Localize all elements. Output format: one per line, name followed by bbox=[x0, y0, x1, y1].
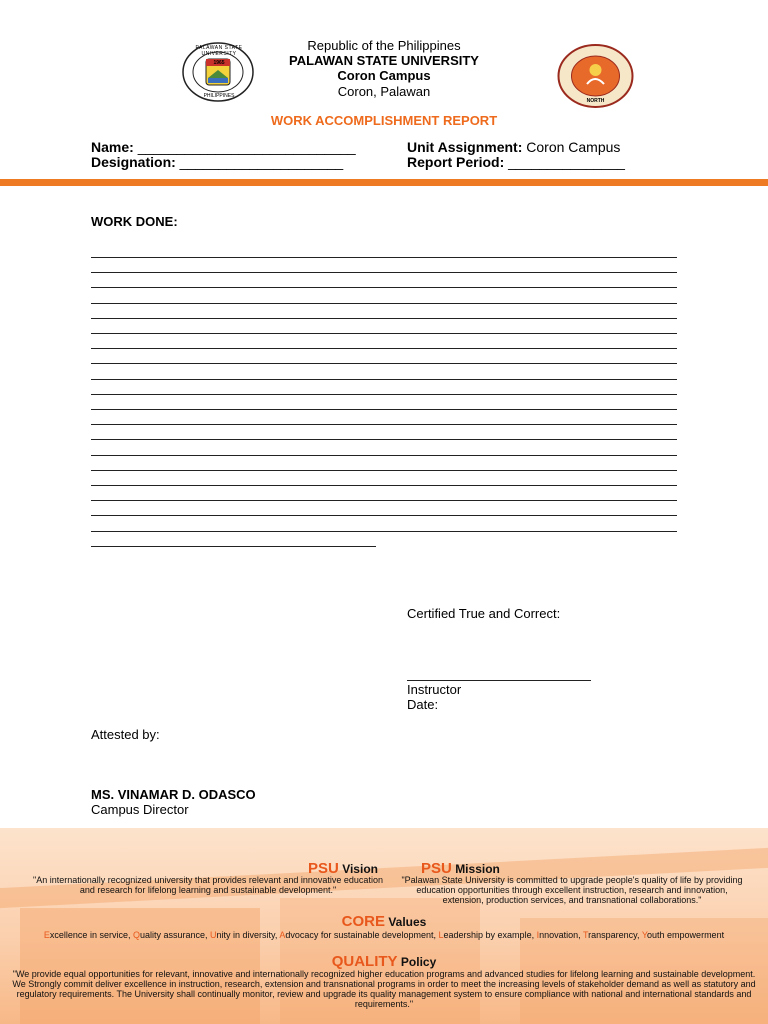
mission-text: "Palawan State University is committed to upgrade people's quality of life by providing education opportunities through excellent instruction, research and innovation, extension, production services, and transnational collaborations." bbox=[401, 875, 743, 905]
designation-blank[interactable]: _____________________ bbox=[179, 154, 344, 170]
core-value-text: eadership by example, bbox=[443, 930, 537, 940]
work-done-line[interactable] bbox=[91, 515, 677, 516]
work-done-line[interactable] bbox=[91, 455, 677, 456]
vision-text: "An internationally recognized university that provides relevant and innovative education and research for lifelong learning and sustainable development." bbox=[33, 875, 383, 895]
work-done-line[interactable] bbox=[91, 363, 677, 364]
core-value-initial: E bbox=[43, 930, 50, 940]
attested-text: Attested by: bbox=[91, 727, 160, 742]
work-done-line[interactable] bbox=[91, 272, 677, 273]
work-done-line[interactable] bbox=[91, 287, 677, 288]
core-value-text: xcellence in service, bbox=[49, 930, 133, 940]
core-value-initial: Y bbox=[641, 930, 648, 940]
quality-policy-label: Policy bbox=[400, 955, 437, 969]
work-done-line[interactable] bbox=[91, 379, 677, 380]
seal-text-bottom: PHILIPPINES bbox=[203, 93, 235, 99]
name-blank[interactable]: ____________________________ bbox=[137, 139, 356, 155]
campus-location: Coron, Palawan bbox=[337, 84, 431, 99]
quality-word: QUALITY bbox=[331, 953, 398, 970]
work-done-label: WORK DONE: bbox=[91, 214, 178, 229]
report-period-field bbox=[407, 154, 625, 170]
work-done-line[interactable] bbox=[91, 500, 677, 501]
quality-policy-heading bbox=[0, 953, 768, 970]
work-done-line[interactable] bbox=[91, 531, 677, 532]
report-period-label: Report Period: bbox=[407, 154, 505, 170]
report-period-blank[interactable]: _______________ bbox=[508, 154, 625, 170]
mission-psu: PSU bbox=[421, 860, 452, 877]
core-value-text: uality assurance, bbox=[139, 930, 211, 940]
seal-year: 1965 bbox=[213, 60, 225, 66]
vision-psu: PSU bbox=[308, 860, 339, 877]
work-done-line[interactable] bbox=[91, 318, 677, 319]
designation-field bbox=[91, 154, 343, 170]
core-word: CORE bbox=[341, 913, 385, 930]
core-value-initial: U bbox=[210, 930, 217, 940]
university-name: PALAWAN STATE UNIVERSITY bbox=[289, 53, 479, 68]
country-line: Republic of the Philippines bbox=[307, 38, 461, 53]
designation-label: Designation: bbox=[91, 154, 176, 170]
ccrd-logo-bottom: NORTH bbox=[586, 98, 605, 104]
work-done-line[interactable] bbox=[91, 439, 677, 440]
certified-text: Certified True and Correct: bbox=[407, 606, 561, 621]
core-value-text: nnovation, bbox=[539, 930, 583, 940]
work-done-line[interactable] bbox=[91, 409, 677, 410]
work-done-line[interactable] bbox=[91, 394, 677, 395]
quality-policy-text: "We provide equal opportunities for relevant, innovative and internationally recognized higher education programs and advanced studies for lifelong learning and sustainable development. We Strongly commit deliver excellence in instruction, research, extension and transnational programs in order to meet the increasing levels of stakeholder demand as well as statutory and regulatory requirements. The University shall continually monitor, review and upgrade its quality management system to ensure compliance with national and international standards and requirements." bbox=[12, 969, 756, 1009]
core-value-initial: L bbox=[438, 930, 444, 940]
core-values-text bbox=[0, 930, 768, 940]
instructor-label: Instructor bbox=[407, 682, 462, 697]
mission-label: Mission bbox=[455, 862, 500, 876]
campus-name: Coron Campus bbox=[337, 68, 431, 83]
work-done-line[interactable] bbox=[91, 303, 677, 304]
unit-assignment-value: Coron Campus bbox=[526, 139, 621, 155]
work-done-line[interactable] bbox=[91, 546, 376, 547]
unit-assignment-label: Unit Assignment: bbox=[407, 139, 523, 155]
core-value-initial: Q bbox=[132, 930, 140, 940]
name-label: Name: bbox=[91, 139, 134, 155]
core-value-text: nity in diversity, bbox=[216, 930, 280, 940]
director-name: MS. VINAMAR D. ODASCO bbox=[91, 787, 256, 802]
seal-text-top: PALAWAN STATE UNIVERSITY bbox=[195, 45, 243, 57]
name-field bbox=[91, 139, 356, 155]
header-divider bbox=[0, 179, 768, 186]
core-values-label: Values bbox=[388, 915, 427, 929]
date-label: Date: bbox=[407, 697, 439, 712]
core-value-text: outh empowerment bbox=[647, 930, 725, 940]
core-value-initial: I bbox=[536, 930, 540, 940]
core-value-text: dvocacy for sustainable development, bbox=[285, 930, 439, 940]
core-value-text: ransparency, bbox=[588, 930, 642, 940]
core-value-initial: A bbox=[279, 930, 286, 940]
work-done-line[interactable] bbox=[91, 348, 677, 349]
work-done-line[interactable] bbox=[91, 424, 677, 425]
director-title: Campus Director bbox=[91, 802, 189, 817]
report-title: WORK ACCOMPLISHMENT REPORT bbox=[270, 113, 498, 128]
instructor-signature-line[interactable] bbox=[407, 680, 591, 681]
work-done-line[interactable] bbox=[91, 333, 677, 334]
core-value-initial: T bbox=[582, 930, 589, 940]
work-done-line[interactable] bbox=[91, 257, 677, 258]
unit-assignment-field bbox=[407, 139, 620, 155]
vision-label: Vision bbox=[342, 862, 378, 876]
work-done-line[interactable] bbox=[91, 485, 677, 486]
core-values-heading bbox=[0, 913, 768, 930]
work-done-line[interactable] bbox=[91, 470, 677, 471]
